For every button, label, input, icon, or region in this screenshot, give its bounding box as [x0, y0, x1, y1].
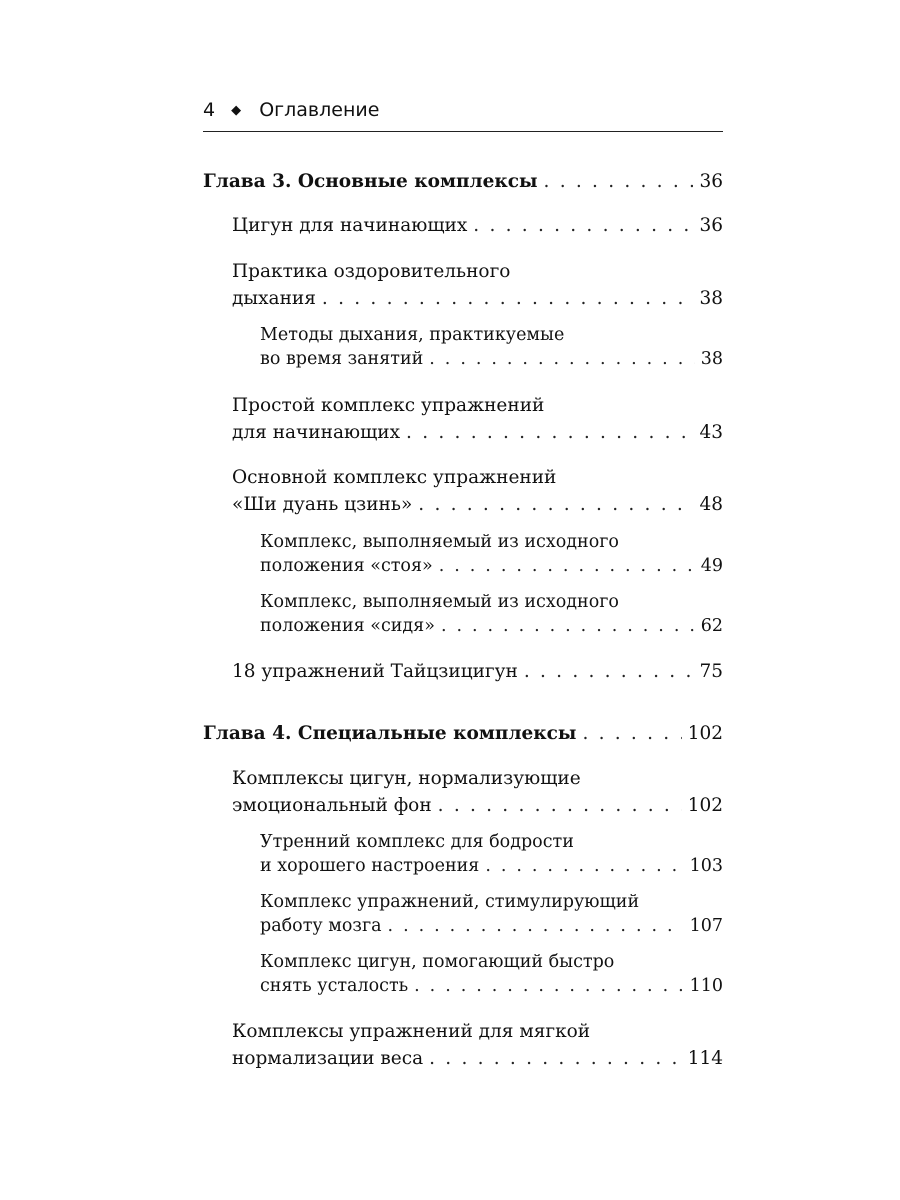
header-title: Оглавление [259, 99, 380, 121]
dot-leader [441, 614, 695, 638]
toc-entry-title: работу мозга [260, 916, 382, 936]
dot-leader [485, 854, 683, 878]
toc-entry-title-line1: Простой комплекс упражнений [232, 395, 545, 416]
toc-entry-title-line1: Комплексы упражнений для мягкой [232, 1021, 591, 1042]
toc-entry-title: положения «стоя» [260, 556, 433, 576]
toc-entry-page: 38 [700, 349, 723, 369]
toc-entry-title: и хорошего настроения [260, 856, 480, 876]
toc-subentry[interactable] [260, 530, 723, 578]
toc-entry-title: Глава 4. Специальные комплексы [203, 723, 577, 744]
dot-leader [406, 419, 693, 446]
toc-entry[interactable] [232, 464, 723, 518]
dot-leader [429, 1045, 682, 1072]
toc-entry-title: Цигун для начинающих [232, 215, 468, 236]
toc-entry-page: 103 [689, 856, 723, 876]
toc-subentry[interactable] [260, 830, 723, 878]
running-header [203, 96, 723, 130]
toc-entry-title: во время занятий [260, 349, 424, 369]
dot-leader [544, 168, 694, 195]
toc-entry-title-line1: Комплекс, выполняемый из исходного [260, 592, 619, 612]
page-number: 4 [203, 99, 216, 121]
toc-entry-title: эмоциональный фон [232, 795, 432, 816]
dot-leader [418, 491, 693, 518]
toc-entry-title-line1: Утренний комплекс для бодрости [260, 832, 574, 852]
toc-entry-title: снять усталость [260, 976, 409, 996]
toc-entry-title-line1: Комплекс цигун, помогающий быстро [260, 952, 615, 972]
toc-entry-title: «Ши дуань цзинь» [232, 494, 413, 515]
toc-entry-page: 102 [687, 723, 723, 744]
toc-entry-page: 75 [699, 661, 723, 682]
toc-subentry[interactable] [260, 323, 723, 371]
toc-subentry[interactable] [260, 590, 723, 638]
toc-entry-page: 48 [699, 494, 723, 515]
dot-leader [429, 347, 694, 371]
toc-chapter-4[interactable] [203, 720, 723, 747]
toc-entry[interactable] [232, 658, 723, 685]
toc-subentry[interactable] [260, 890, 723, 938]
dot-leader [388, 914, 684, 938]
toc-entry-title: Глава 3. Основные комплексы [203, 171, 538, 192]
toc-entry-page: 114 [687, 1048, 723, 1069]
toc-entry-title-line1: Комплекс, выполняемый из исходного [260, 532, 619, 552]
dot-leader [322, 285, 694, 312]
dot-leader [524, 658, 694, 685]
toc-entry-title-line1: Комплексы цигун, нормализующие [232, 768, 581, 789]
toc-entry-title: положения «сидя» [260, 616, 435, 636]
toc-entry[interactable] [232, 258, 723, 312]
dot-leader [582, 720, 681, 747]
toc-entry-page: 62 [700, 616, 723, 636]
toc-entry-page: 36 [699, 215, 723, 236]
toc-entry-title-line1: Практика оздоровительного [232, 261, 511, 282]
toc-entry[interactable] [232, 392, 723, 446]
header-rule [203, 131, 723, 132]
toc-entry-page: 49 [700, 556, 723, 576]
toc-subentry[interactable] [260, 950, 723, 998]
toc-entry-page: 102 [687, 795, 723, 816]
toc-entry-title-line1: Основной комплекс упражнений [232, 467, 557, 488]
toc-entry-page: 107 [689, 916, 723, 936]
toc-entry-title-line1: Комплекс упражнений, стимулирующий [260, 892, 640, 912]
toc-entry[interactable] [232, 1018, 723, 1072]
dot-leader [414, 974, 683, 998]
dot-leader [473, 212, 693, 239]
diamond-separator-icon: ◆ [231, 103, 242, 118]
toc-entry-title: 18 упражнений Тайцзицигун [232, 661, 518, 682]
toc-entry-title: для начинающих [232, 422, 401, 443]
toc-entry-page: 36 [699, 171, 723, 192]
toc-entry-title: дыхания [232, 288, 316, 309]
dot-leader [438, 792, 682, 819]
dot-leader [439, 554, 695, 578]
toc-entry-title-line1: Методы дыхания, практикуемые [260, 325, 565, 345]
toc-entry-page: 43 [699, 422, 723, 443]
toc-entry-page: 38 [699, 288, 723, 309]
toc-entry-title: нормализации веса [232, 1048, 424, 1069]
toc-entry[interactable] [232, 212, 723, 239]
toc-entry-page: 110 [689, 976, 723, 996]
toc-entry[interactable] [232, 765, 723, 819]
toc-chapter-3[interactable] [203, 168, 723, 195]
